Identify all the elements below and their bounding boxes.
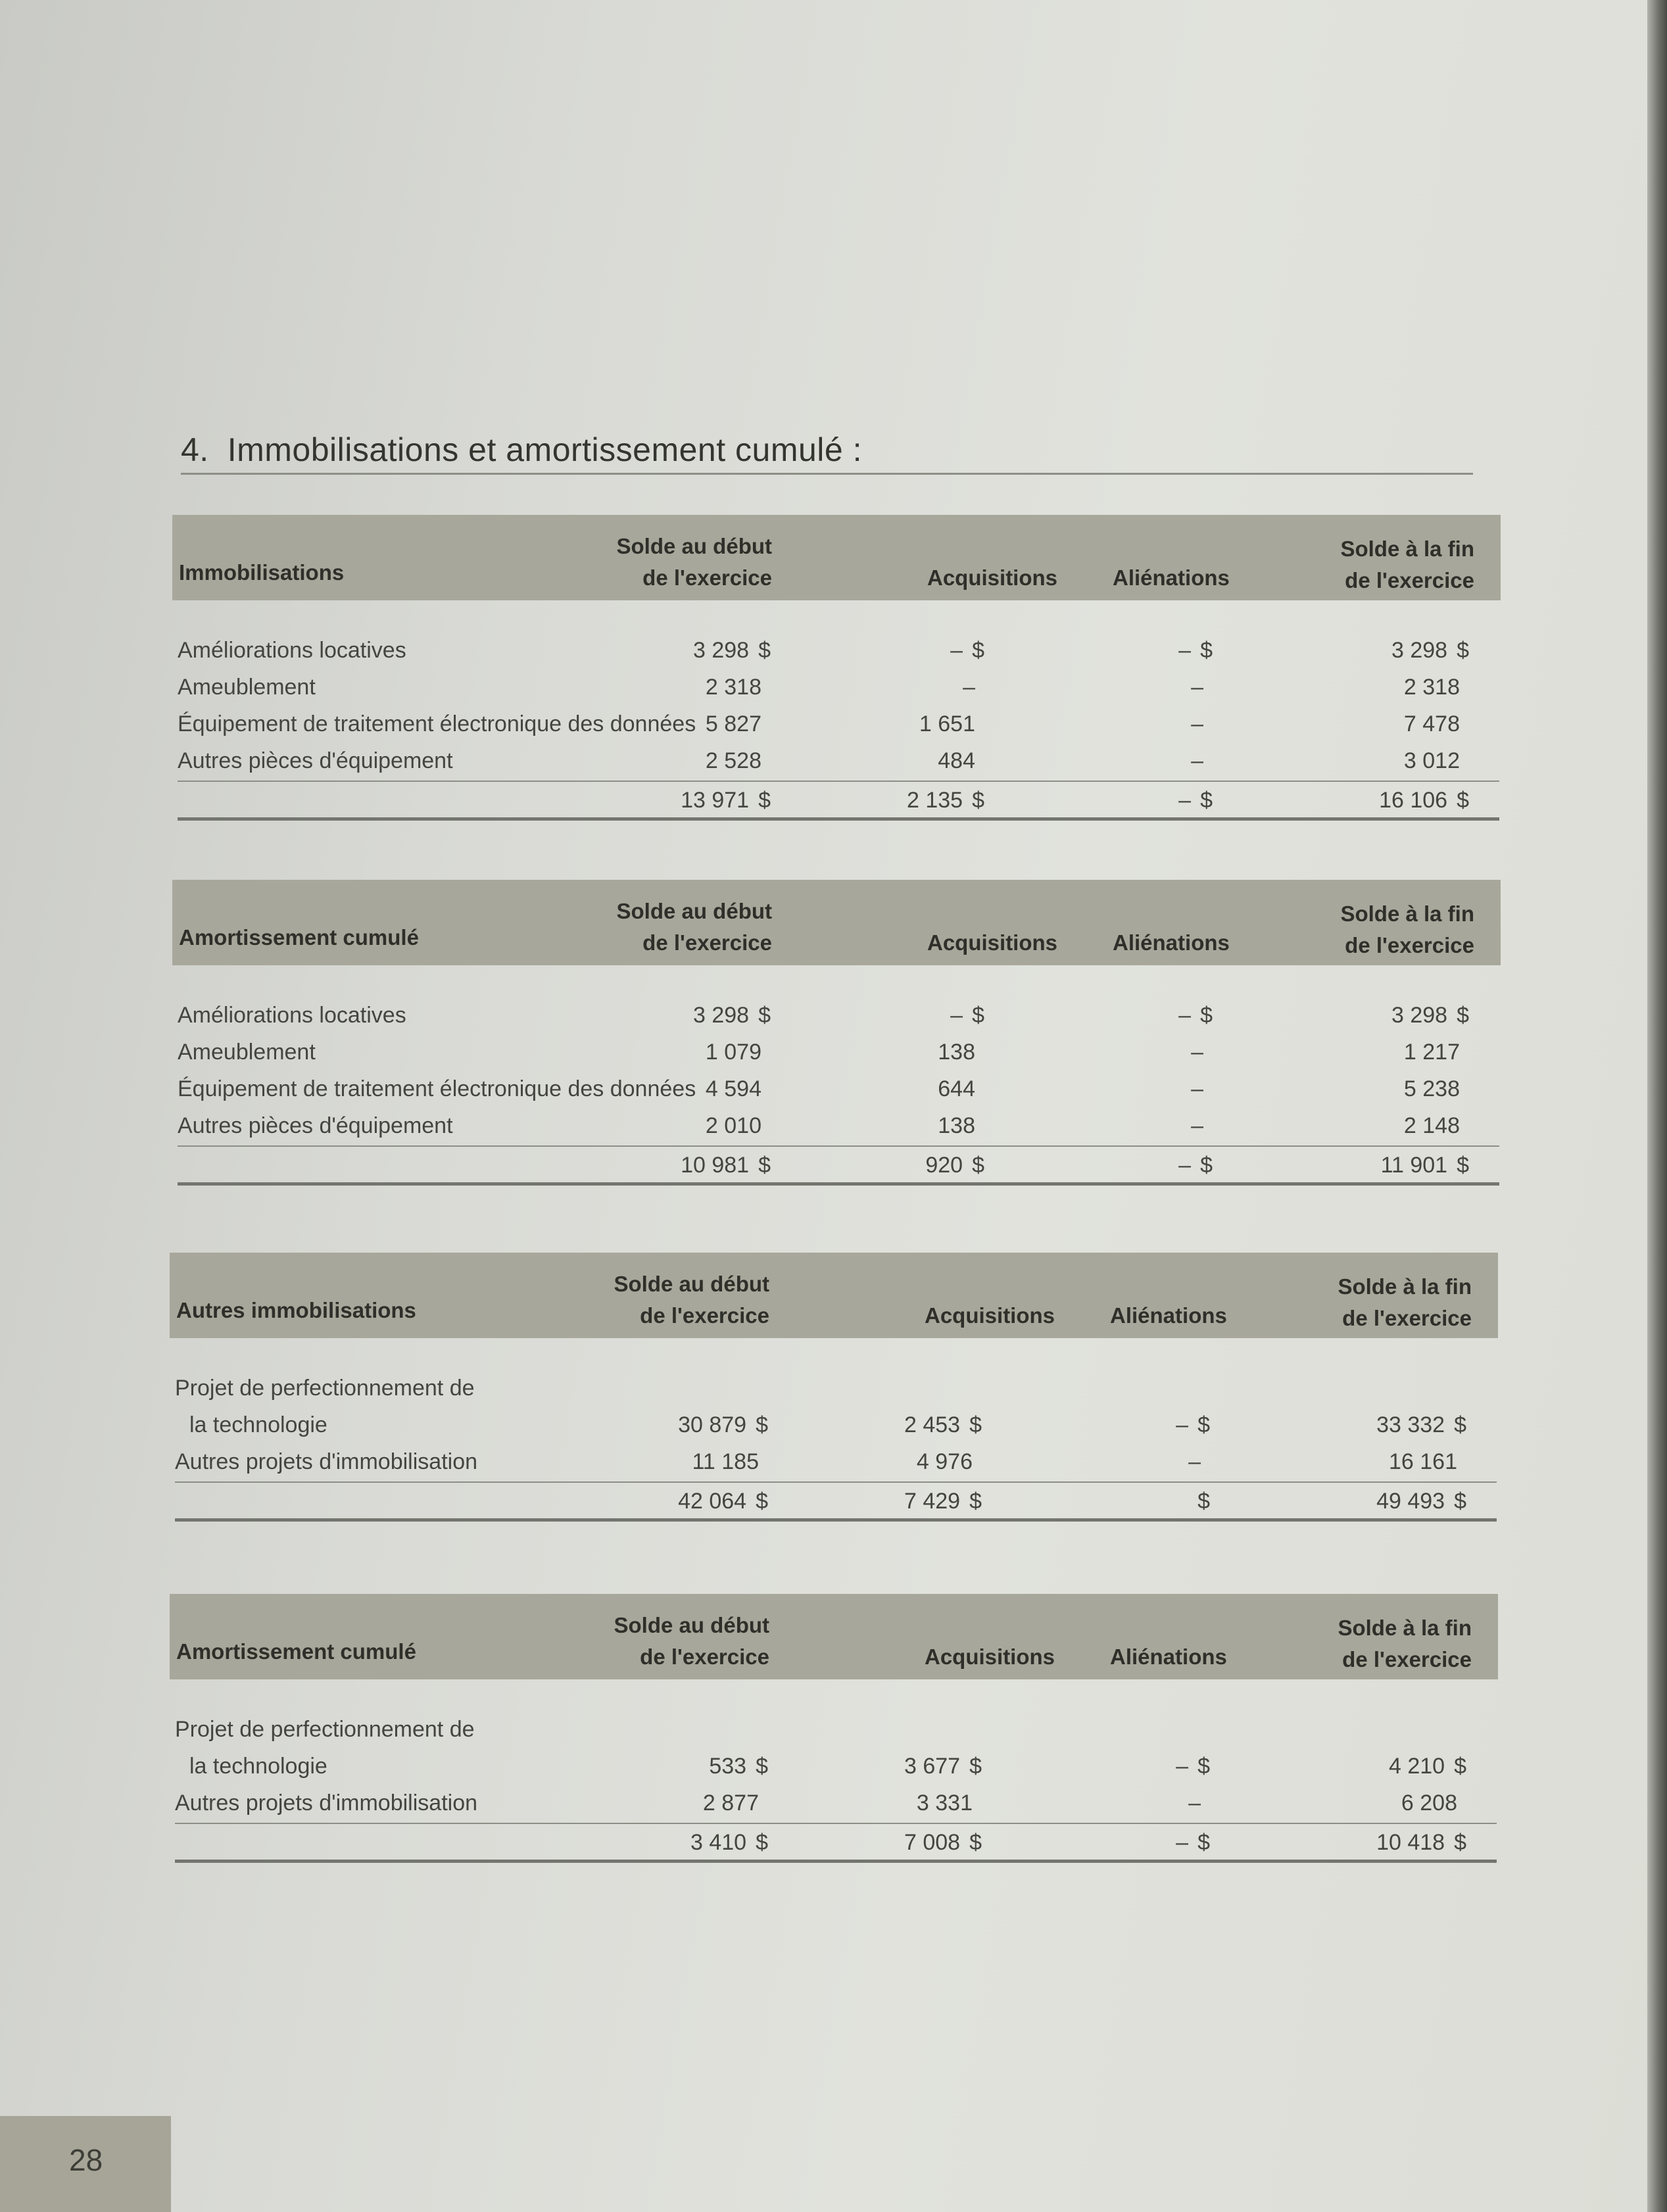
column-header-end-line2: de l'exercice bbox=[1342, 1306, 1472, 1330]
row-label: Équipement de traitement électronique des données bbox=[178, 1076, 696, 1101]
table-row bbox=[172, 632, 1501, 669]
column-header-end bbox=[1338, 1271, 1472, 1334]
total-start-amount: 3 410 bbox=[690, 1830, 747, 1855]
currency-symbol: $ bbox=[1200, 1003, 1213, 1028]
currency-symbol: $ bbox=[1457, 1003, 1469, 1028]
value-start-amount: 1 079 bbox=[705, 1040, 761, 1065]
total-end bbox=[1376, 1483, 1466, 1520]
value-alienations-amount: – bbox=[1191, 1113, 1203, 1138]
currency-symbol: $ bbox=[756, 1830, 768, 1855]
value-start-amount: 2 528 bbox=[705, 748, 761, 773]
column-header-start-line2: de l'exercice bbox=[642, 565, 772, 590]
value-acquisitions bbox=[963, 669, 984, 706]
currency-symbol: $ bbox=[758, 1003, 771, 1028]
value-start bbox=[706, 742, 771, 779]
value-start bbox=[693, 997, 771, 1034]
value-acquisitions-amount: 2 453 bbox=[904, 1412, 961, 1437]
total-rule bbox=[178, 1182, 1499, 1186]
value-end bbox=[1404, 1034, 1469, 1070]
value-start-amount: 3 298 bbox=[692, 1003, 750, 1028]
column-header-acquisitions-label: Acquisitions bbox=[925, 1645, 1055, 1669]
value-alienations-amount: – bbox=[1191, 1040, 1203, 1065]
column-header-end bbox=[1338, 1612, 1472, 1675]
column-header-end-line2: de l'exercice bbox=[1345, 933, 1474, 957]
column-header-start-line2: de l'exercice bbox=[642, 930, 772, 955]
value-end bbox=[1401, 1785, 1466, 1821]
currency-symbol: $ bbox=[756, 1754, 768, 1779]
value-alienations-amount: – bbox=[1178, 638, 1192, 663]
total-alienations-amount: – bbox=[1178, 788, 1192, 813]
value-alienations bbox=[1178, 997, 1213, 1034]
total-alienations bbox=[1178, 1147, 1213, 1184]
column-header-end-line1: Solde à la fin bbox=[1338, 1616, 1472, 1640]
value-start-amount: 11 185 bbox=[692, 1449, 759, 1474]
value-end bbox=[1389, 1443, 1466, 1480]
table-header bbox=[172, 880, 1501, 965]
value-start bbox=[709, 1748, 768, 1785]
total-alienations-amount: – bbox=[1176, 1830, 1189, 1855]
total-end-amount: 11 901 bbox=[1380, 1153, 1448, 1178]
value-end-amount: 3 298 bbox=[1391, 638, 1448, 663]
total-start bbox=[681, 1147, 771, 1184]
value-acquisitions bbox=[938, 1034, 984, 1070]
currency-symbol: $ bbox=[1457, 788, 1469, 813]
table-row bbox=[170, 1370, 1498, 1407]
table-row bbox=[170, 1785, 1498, 1821]
currency-symbol: $ bbox=[1457, 638, 1469, 663]
table-category: Amortissement cumulé bbox=[179, 925, 419, 950]
value-start bbox=[706, 706, 771, 742]
table-header bbox=[170, 1594, 1498, 1679]
currency-symbol: $ bbox=[1454, 1412, 1466, 1437]
value-end bbox=[1404, 1107, 1469, 1144]
currency-symbol: $ bbox=[972, 788, 984, 813]
value-acquisitions-amount: – bbox=[963, 675, 975, 700]
value-end bbox=[1391, 632, 1469, 669]
total-end-amount: 10 418 bbox=[1376, 1830, 1445, 1855]
column-header-start bbox=[616, 531, 772, 594]
currency-symbol: $ bbox=[758, 1153, 771, 1178]
column-header-start-line1: Solde au début bbox=[616, 899, 772, 923]
value-start bbox=[706, 1070, 771, 1107]
value-alienations bbox=[1191, 1070, 1213, 1107]
table-header-label bbox=[176, 1636, 416, 1668]
row-label: la technologie bbox=[189, 1754, 327, 1779]
total-alienations-amount: – bbox=[1178, 1153, 1192, 1178]
table-row bbox=[172, 706, 1501, 742]
value-alienations bbox=[1178, 632, 1213, 669]
column-header-alienations-label: Aliénations bbox=[1110, 1645, 1227, 1669]
currency-symbol: $ bbox=[1200, 788, 1213, 813]
total-end bbox=[1376, 1824, 1466, 1861]
column-header-end-line1: Solde à la fin bbox=[1340, 537, 1474, 561]
value-end-amount: 16 161 bbox=[1389, 1449, 1457, 1474]
total-acquisitions-amount: 7 429 bbox=[904, 1489, 961, 1514]
row-label: Autres pièces d'équipement bbox=[178, 1113, 453, 1138]
total-end-amount: 16 106 bbox=[1379, 788, 1448, 813]
value-acquisitions bbox=[950, 997, 984, 1034]
currency-symbol: $ bbox=[1457, 1153, 1469, 1178]
column-header-end bbox=[1340, 533, 1474, 596]
column-header-alienations bbox=[1113, 927, 1230, 959]
column-header-acquisitions bbox=[927, 562, 1057, 594]
column-header-start bbox=[614, 1610, 769, 1673]
currency-symbol: $ bbox=[1454, 1830, 1466, 1855]
value-alienations-amount: – bbox=[1191, 711, 1203, 736]
value-start-amount: 2 877 bbox=[702, 1791, 759, 1815]
section-number: 4. bbox=[181, 431, 209, 468]
table-row bbox=[172, 669, 1501, 706]
value-alienations bbox=[1191, 1107, 1213, 1144]
value-end-amount: 33 332 bbox=[1376, 1412, 1445, 1437]
column-header-start bbox=[616, 896, 772, 959]
column-header-acquisitions bbox=[925, 1641, 1055, 1673]
column-header-end bbox=[1340, 898, 1474, 961]
value-acquisitions-amount: 3 677 bbox=[904, 1754, 961, 1779]
currency-symbol: $ bbox=[758, 638, 771, 663]
column-header-acquisitions-label: Acquisitions bbox=[925, 1303, 1055, 1328]
value-acquisitions bbox=[938, 1107, 984, 1144]
currency-symbol: $ bbox=[972, 1003, 984, 1028]
table-row bbox=[172, 742, 1501, 779]
row-label: Ameublement bbox=[178, 675, 316, 700]
column-header-acquisitions bbox=[927, 927, 1057, 959]
currency-symbol: $ bbox=[969, 1830, 982, 1855]
column-header-start bbox=[614, 1268, 769, 1332]
value-end-amount: 1 217 bbox=[1403, 1040, 1460, 1065]
column-header-alienations bbox=[1110, 1300, 1227, 1332]
total-start-amount: 10 981 bbox=[681, 1153, 750, 1178]
value-start-amount: 2 010 bbox=[705, 1113, 761, 1138]
value-alienations bbox=[1191, 706, 1213, 742]
value-end bbox=[1391, 997, 1469, 1034]
total-row bbox=[172, 1147, 1501, 1184]
table-header-label bbox=[179, 557, 344, 589]
value-start bbox=[706, 669, 771, 706]
row-label: Projet de perfectionnement de bbox=[175, 1717, 475, 1742]
currency-symbol: $ bbox=[1200, 638, 1213, 663]
row-label: la technologie bbox=[189, 1412, 327, 1437]
column-header-alienations-label: Aliénations bbox=[1113, 930, 1230, 955]
column-header-start-line2: de l'exercice bbox=[640, 1303, 769, 1328]
row-label: Autres projets d'immobilisation bbox=[175, 1449, 478, 1474]
total-acquisitions bbox=[904, 1483, 982, 1520]
value-end bbox=[1457, 1711, 1466, 1748]
total-row bbox=[170, 1483, 1498, 1520]
total-end bbox=[1381, 1147, 1469, 1184]
column-header-start-line1: Solde au début bbox=[614, 1272, 769, 1296]
value-end bbox=[1457, 1370, 1466, 1407]
total-alienations bbox=[1176, 1824, 1210, 1861]
value-acquisitions-amount: 1 651 bbox=[919, 711, 975, 736]
value-end-amount: 2 148 bbox=[1403, 1113, 1460, 1138]
total-rule bbox=[178, 817, 1499, 821]
column-header-alienations bbox=[1110, 1641, 1227, 1673]
table-category: Autres immobilisations bbox=[176, 1298, 416, 1322]
value-alienations bbox=[1201, 1711, 1210, 1748]
row-label: Améliorations locatives bbox=[178, 638, 406, 663]
table-row bbox=[172, 1034, 1501, 1070]
column-header-acquisitions-label: Acquisitions bbox=[927, 565, 1058, 590]
currency-symbol: $ bbox=[756, 1489, 768, 1514]
value-acquisitions bbox=[904, 1407, 982, 1443]
currency-symbol: $ bbox=[972, 1153, 984, 1178]
row-label: Projet de perfectionnement de bbox=[175, 1376, 475, 1401]
column-header-acquisitions bbox=[925, 1300, 1055, 1332]
section-heading bbox=[181, 431, 1473, 475]
value-end-amount: 5 238 bbox=[1403, 1076, 1460, 1101]
column-header-end-line2: de l'exercice bbox=[1345, 568, 1474, 592]
total-start bbox=[678, 1483, 768, 1520]
value-end-amount: 6 208 bbox=[1401, 1791, 1457, 1815]
value-start bbox=[759, 1711, 768, 1748]
currency-symbol: $ bbox=[756, 1412, 768, 1437]
currency-symbol: $ bbox=[969, 1412, 982, 1437]
value-acquisitions-amount: – bbox=[950, 638, 963, 663]
value-end bbox=[1404, 706, 1469, 742]
currency-symbol: $ bbox=[1197, 1754, 1210, 1779]
total-acquisitions-amount: 7 008 bbox=[904, 1830, 961, 1855]
table-row bbox=[170, 1711, 1498, 1748]
value-alienations-amount: – bbox=[1188, 1791, 1201, 1815]
column-header-start-line2: de l'exercice bbox=[640, 1645, 769, 1669]
value-acquisitions-amount: 484 bbox=[938, 748, 975, 773]
value-start-amount: 533 bbox=[709, 1754, 747, 1779]
total-start bbox=[681, 782, 771, 819]
table-row bbox=[170, 1407, 1498, 1443]
total-acquisitions bbox=[907, 782, 984, 819]
value-acquisitions bbox=[938, 1070, 984, 1107]
section-title: Immobilisations et amortissement cumulé : bbox=[227, 431, 862, 468]
column-header-alienations-label: Aliénations bbox=[1110, 1303, 1227, 1328]
total-acquisitions bbox=[904, 1824, 982, 1861]
value-start bbox=[706, 1107, 771, 1144]
value-acquisitions bbox=[917, 1443, 982, 1480]
total-acquisitions bbox=[925, 1147, 984, 1184]
table-row bbox=[172, 1070, 1501, 1107]
value-acquisitions-amount: 3 331 bbox=[916, 1791, 973, 1815]
table-header bbox=[172, 515, 1501, 600]
total-row bbox=[170, 1824, 1498, 1861]
total-rule bbox=[175, 1860, 1497, 1863]
currency-symbol: $ bbox=[969, 1754, 982, 1779]
value-alienations-amount: – bbox=[1191, 1076, 1203, 1101]
value-acquisitions bbox=[917, 1785, 982, 1821]
table-header-label bbox=[179, 922, 419, 953]
value-acquisitions bbox=[973, 1711, 982, 1748]
currency-symbol: $ bbox=[969, 1489, 982, 1514]
total-acquisitions-amount: 920 bbox=[925, 1153, 963, 1178]
value-end bbox=[1404, 1070, 1469, 1107]
column-header-end-line2: de l'exercice bbox=[1342, 1647, 1472, 1671]
value-end-amount: 3 012 bbox=[1403, 748, 1460, 773]
value-end bbox=[1389, 1748, 1466, 1785]
row-label: Autres pièces d'équipement bbox=[178, 748, 453, 773]
column-header-alienations-label: Aliénations bbox=[1113, 565, 1230, 590]
value-end-amount: 7 478 bbox=[1403, 711, 1460, 736]
table-row bbox=[170, 1443, 1498, 1480]
value-acquisitions bbox=[973, 1370, 982, 1407]
total-acquisitions-amount: 2 135 bbox=[906, 788, 963, 813]
value-alienations-amount: – bbox=[1191, 675, 1203, 700]
value-alienations bbox=[1176, 1748, 1210, 1785]
value-alienations-amount: – bbox=[1178, 1003, 1192, 1028]
currency-symbol: $ bbox=[1454, 1754, 1466, 1779]
total-start-amount: 42 064 bbox=[678, 1489, 747, 1514]
value-acquisitions-amount: 138 bbox=[938, 1040, 975, 1065]
total-row bbox=[172, 782, 1501, 819]
value-start bbox=[759, 1370, 768, 1407]
column-header-end-line1: Solde à la fin bbox=[1340, 902, 1474, 926]
total-start-amount: 13 971 bbox=[681, 788, 750, 813]
row-label: Autres projets d'immobilisation bbox=[175, 1791, 478, 1815]
value-start-amount: 5 827 bbox=[705, 711, 761, 736]
currency-symbol: $ bbox=[1454, 1489, 1466, 1514]
total-end bbox=[1379, 782, 1469, 819]
value-acquisitions-amount: 644 bbox=[938, 1076, 975, 1101]
column-header-start-line1: Solde au début bbox=[614, 1613, 769, 1637]
currency-symbol: $ bbox=[1197, 1830, 1210, 1855]
row-label: Améliorations locatives bbox=[178, 1003, 406, 1028]
value-acquisitions bbox=[950, 632, 984, 669]
value-start bbox=[692, 1443, 768, 1480]
table-row bbox=[172, 997, 1501, 1034]
value-alienations bbox=[1191, 1034, 1213, 1070]
currency-symbol: $ bbox=[972, 638, 984, 663]
value-end bbox=[1404, 669, 1469, 706]
value-acquisitions-amount: – bbox=[950, 1003, 963, 1028]
currency-symbol: $ bbox=[1200, 1153, 1213, 1178]
total-rule bbox=[175, 1518, 1497, 1522]
value-start-amount: 30 879 bbox=[678, 1412, 747, 1437]
row-label: Équipement de traitement électronique des données bbox=[178, 711, 696, 736]
currency-symbol: $ bbox=[1197, 1489, 1210, 1514]
value-acquisitions bbox=[919, 706, 984, 742]
book-spine bbox=[1647, 0, 1667, 2212]
total-end-amount: 49 493 bbox=[1376, 1489, 1445, 1514]
value-start bbox=[703, 1785, 768, 1821]
table-row bbox=[172, 1107, 1501, 1144]
value-start bbox=[706, 1034, 771, 1070]
value-alienations bbox=[1201, 1370, 1210, 1407]
value-end bbox=[1376, 1407, 1466, 1443]
column-header-acquisitions-label: Acquisitions bbox=[927, 930, 1058, 955]
table-header bbox=[170, 1253, 1498, 1338]
value-alienations bbox=[1188, 1785, 1210, 1821]
total-start bbox=[690, 1824, 768, 1861]
value-alienations-amount: – bbox=[1188, 1449, 1201, 1474]
value-alienations-amount: – bbox=[1191, 748, 1203, 773]
value-alienations-amount: – bbox=[1176, 1412, 1189, 1437]
value-alienations bbox=[1176, 1407, 1210, 1443]
value-start-amount: 3 298 bbox=[692, 638, 750, 663]
column-header-start-line1: Solde au début bbox=[616, 534, 772, 558]
value-start-amount: 4 594 bbox=[705, 1076, 761, 1101]
value-alienations bbox=[1188, 1443, 1210, 1480]
value-acquisitions-amount: 138 bbox=[938, 1113, 975, 1138]
total-alienations bbox=[1188, 1483, 1210, 1520]
value-end bbox=[1404, 742, 1469, 779]
value-start bbox=[693, 632, 771, 669]
column-header-end-line1: Solde à la fin bbox=[1338, 1274, 1472, 1299]
value-alienations bbox=[1191, 742, 1213, 779]
value-alienations bbox=[1191, 669, 1213, 706]
currency-symbol: $ bbox=[758, 788, 771, 813]
table-row bbox=[170, 1748, 1498, 1785]
table-category: Amortissement cumulé bbox=[176, 1639, 416, 1664]
value-end-amount: 2 318 bbox=[1403, 675, 1460, 700]
column-header-alienations bbox=[1113, 562, 1230, 594]
value-acquisitions bbox=[938, 742, 984, 779]
currency-symbol: $ bbox=[1197, 1412, 1210, 1437]
value-start-amount: 2 318 bbox=[705, 675, 761, 700]
row-label: Ameublement bbox=[178, 1040, 316, 1065]
value-end-amount: 4 210 bbox=[1388, 1754, 1445, 1779]
table-header-label bbox=[176, 1295, 416, 1326]
value-start bbox=[678, 1407, 768, 1443]
table-category: Immobilisations bbox=[179, 560, 345, 585]
value-end-amount: 3 298 bbox=[1391, 1003, 1448, 1028]
page-number: 28 bbox=[69, 2143, 103, 2177]
value-alienations-amount: – bbox=[1176, 1754, 1189, 1779]
value-acquisitions bbox=[904, 1748, 982, 1785]
value-acquisitions-amount: 4 976 bbox=[916, 1449, 973, 1474]
total-alienations bbox=[1178, 782, 1213, 819]
